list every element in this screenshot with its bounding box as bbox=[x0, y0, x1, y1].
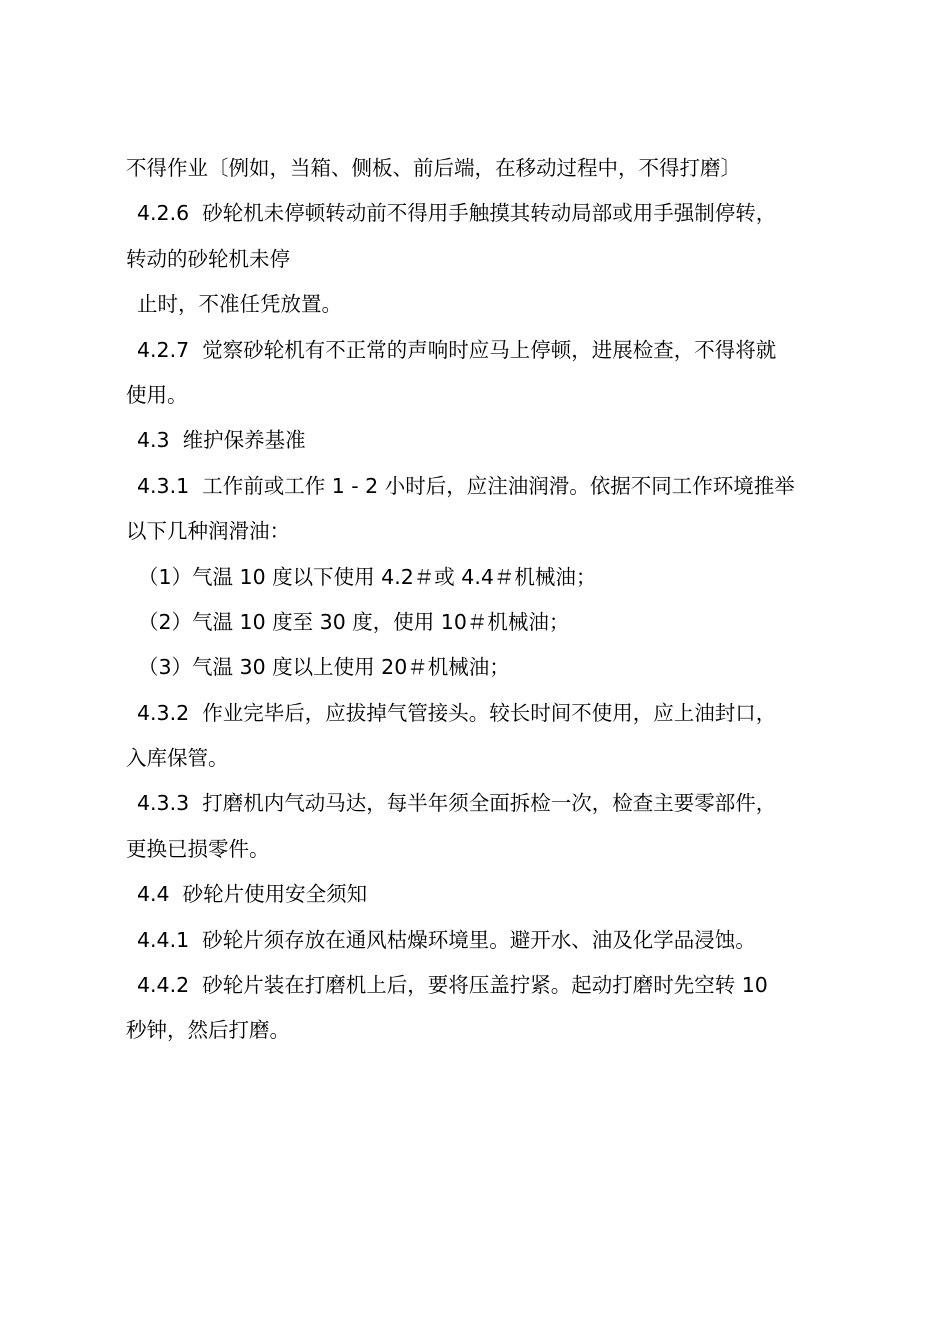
text-line: 4.3.3 打磨机内气动马达，每半年须全面拆检一次，检查主要零部件， bbox=[137, 791, 777, 816]
list-item: （3）气温 30 度以上使用 20＃机械油； bbox=[138, 655, 510, 680]
text-line: 4.2.7 觉察砂轮机有不正常的声响时应马上停顿，进展检查，不得将就 bbox=[137, 337, 777, 362]
text-line: 转动的砂轮机未停 bbox=[126, 246, 290, 271]
text-line: 使用。 bbox=[126, 382, 188, 407]
document-body bbox=[126, 146, 836, 1054]
text-line: 以下几种润滑油： bbox=[126, 519, 290, 544]
text-line: 止时，不准任凭放置。 bbox=[137, 292, 342, 317]
text-line: 4.3.1 工作前或工作 1 - 2 小时后，应注油润滑。依据不同工作环境推举 bbox=[137, 473, 795, 498]
text-line: 秒钟，然后打磨。 bbox=[126, 1018, 290, 1043]
section-heading: 4.3 维护保养基准 bbox=[137, 428, 306, 453]
text-line: 4.4.1 砂轮片须存放在通风枯燥环境里。避开水、油及化学品浸蚀。 bbox=[137, 927, 756, 952]
text-line: 4.3.2 作业完毕后，应拔掉气管接头。较长时间不使用，应上油封口， bbox=[137, 700, 777, 725]
list-item: （2）气温 10 度至 30 度，使用 10＃机械油； bbox=[138, 609, 570, 634]
section-heading: 4.4 砂轮片使用安全须知 bbox=[137, 882, 368, 907]
text-line: 入库保管。 bbox=[126, 746, 229, 771]
text-line: 更换已损零件。 bbox=[126, 836, 270, 861]
text-line: 4.4.2 砂轮片装在打磨机上后，要将压盖拧紧。起动打磨时先空转 10 bbox=[137, 973, 768, 998]
list-item: （1）气温 10 度以下使用 4.2＃或 4.4＃机械油； bbox=[138, 564, 597, 589]
text-line: 不得作业〔例如，当箱、侧板、前后端，在移动过程中，不得打磨〕 bbox=[126, 156, 741, 180]
text-line: 4.2.6 砂轮机未停顿转动前不得用手触摸其转动局部或用手强制停转， bbox=[137, 201, 777, 226]
